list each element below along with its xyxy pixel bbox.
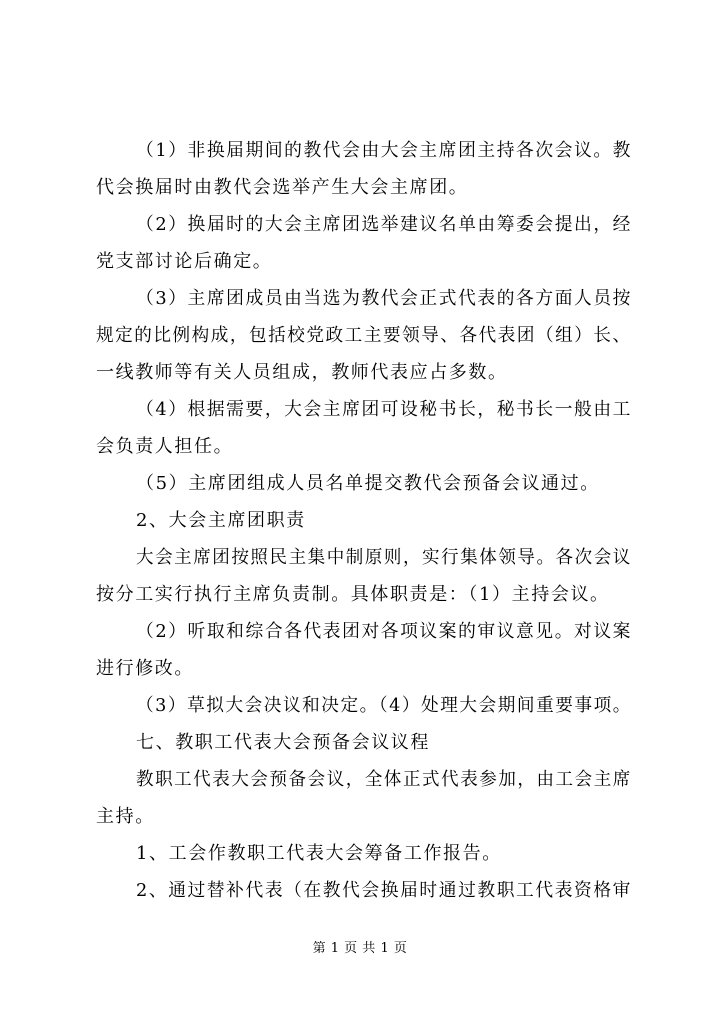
text-line: 2、通过替补代表（在教代会换届时通过教职工代表资格审 [136, 880, 633, 901]
text-line: 会负责人担任。 [96, 436, 234, 457]
text-line: 大会主席团按照民主集中制原则，实行集体领导。各次会议 [136, 547, 632, 568]
text-line: 主持。 [96, 806, 155, 827]
section-heading: 2、大会主席团职责 [136, 510, 306, 531]
page-number: 第 1 页 共 1 页 [312, 941, 408, 956]
text-line: （2）听取和综合各代表团对各项议案的审议意见。对议案 [136, 621, 633, 642]
text-line: （5）主席团组成人员名单提交教代会预备会议通过。 [136, 473, 600, 494]
text-line: 进行修改。 [96, 658, 194, 679]
text-line: （3）草拟大会决议和决定。（4）处理大会期间重要事项。 [136, 695, 632, 716]
page-footer [0, 937, 720, 956]
text-line: 1、工会作教职工代表大会筹备工作报告。 [136, 843, 502, 864]
text-line: 按分工实行执行主席负责制。具体职责是：（1）主持会议。 [96, 584, 610, 605]
text-line: （1）非换届期间的教代会由大会主席团主持各次会议。教 [136, 140, 633, 161]
text-line: （3）主席团成员由当选为教代会正式代表的各方面人员按 [136, 288, 633, 309]
text-line: 一线教师等有关人员组成，教师代表应占多数。 [96, 362, 508, 383]
text-line: 代会换届时由教代会选举产生大会主席团。 [96, 177, 469, 198]
text-line: （4）根据需要，大会主席团可设秘书长，秘书长一般由工 [136, 399, 633, 420]
text-line: （2）换届时的大会主席团选举建议名单由筹委会提出，经 [136, 214, 633, 235]
text-line: 教职工代表大会预备会议，全体正式代表参加，由工会主席 [136, 769, 632, 790]
text-line: 规定的比例构成，包括校党政工主要领导、各代表团（组）长、 [96, 325, 632, 346]
text-line: 党支部讨论后确定。 [96, 251, 273, 272]
section-heading: 七、教职工代表大会预备会议议程 [136, 732, 430, 753]
